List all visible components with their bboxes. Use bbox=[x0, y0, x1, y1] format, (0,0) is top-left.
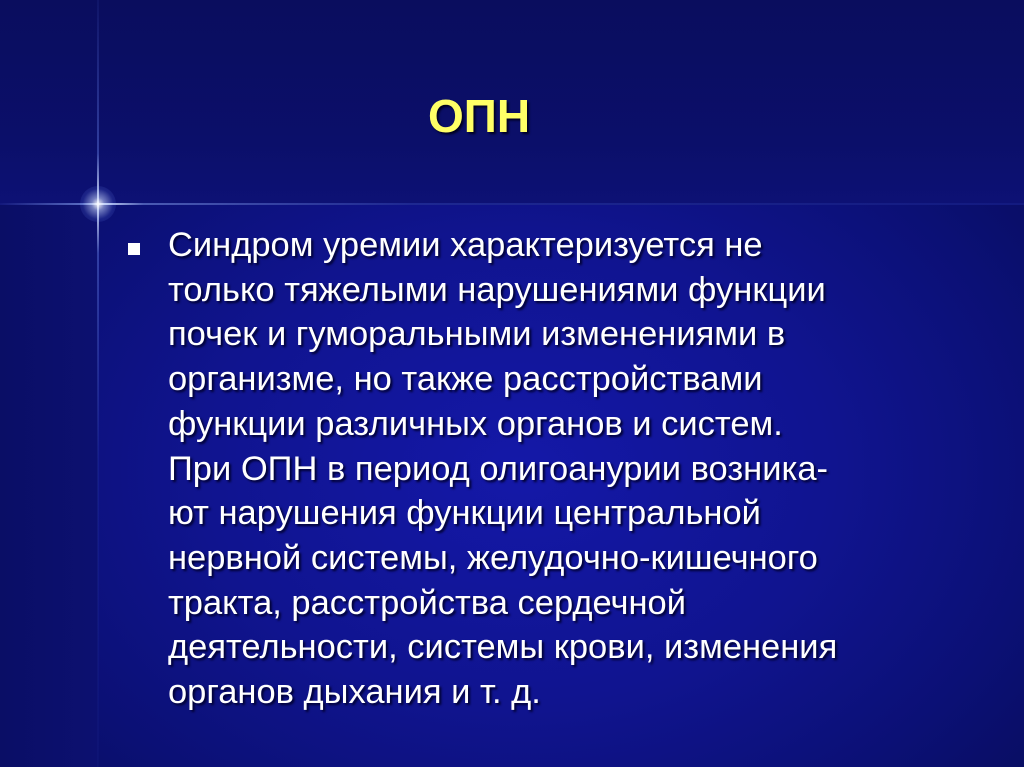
body-line: только тяжелыми нарушениями функции bbox=[168, 270, 826, 309]
body-line: тракта, расстройства сердечной bbox=[168, 583, 687, 622]
bullet-list bbox=[128, 223, 928, 715]
body-line: организме, но также расстройствами bbox=[168, 360, 763, 399]
bullet-item bbox=[128, 223, 928, 715]
body-line: почек и гуморальными изменениями в bbox=[168, 315, 786, 354]
body-line: органов дыхания и т. д. bbox=[168, 673, 541, 712]
body-line: При ОПН в период олигоанурии возника- bbox=[168, 449, 829, 488]
horizontal-divider-line bbox=[0, 203, 1024, 205]
left-band bbox=[0, 205, 98, 767]
square-bullet-icon bbox=[128, 243, 140, 255]
light-flare-decoration bbox=[80, 186, 116, 222]
body-line: деятельности, системы крови, изменения bbox=[168, 628, 838, 667]
body-line: Синдром уремии характеризуется не bbox=[168, 226, 763, 264]
slide-title: ОПН bbox=[428, 90, 531, 142]
body-line: ют нарушения функции центральной bbox=[168, 494, 761, 533]
vertical-divider-line bbox=[97, 0, 99, 767]
body-line: функции различных органов и систем. bbox=[168, 404, 783, 443]
body-line: нервной системы, желудочно-кишечного bbox=[168, 538, 818, 577]
